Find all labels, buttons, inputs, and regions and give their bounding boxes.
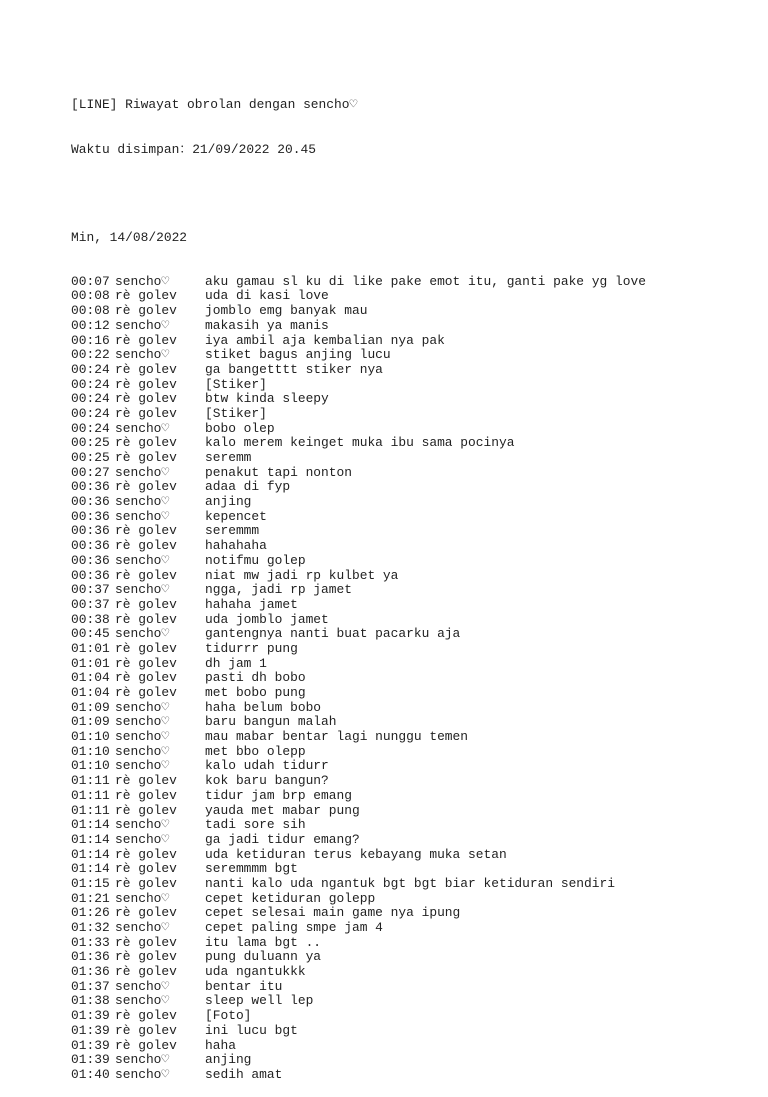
message-text: met bbo olepp: [205, 743, 306, 759]
message-time: 00:12: [71, 317, 110, 333]
message-sender: sencho♡: [115, 347, 170, 363]
message-row: [71, 378, 761, 393]
message-time: 01:37: [71, 978, 110, 994]
message-text: pasti dh bobo: [205, 670, 306, 686]
message-text: tidurrr pung: [205, 640, 298, 656]
message-time: 01:11: [71, 773, 110, 789]
message-text: [Foto]: [205, 1008, 252, 1024]
message-row: [71, 789, 761, 804]
message-sender: rè golev: [115, 1008, 177, 1024]
message-time: 01:10: [71, 743, 110, 759]
message-text: hahaha jamet: [205, 596, 298, 612]
chat-transcript: [71, 69, 761, 1097]
saved-time: Waktu disimpan：21/09/2022 20.45: [71, 141, 316, 157]
message-text: [Stiker]: [205, 376, 267, 392]
message-row: [71, 451, 761, 466]
blank-line: [71, 187, 761, 202]
message-sender: rè golev: [115, 450, 177, 466]
message-time: 01:36: [71, 949, 110, 965]
message-sender: sencho♡: [115, 552, 170, 568]
message-time: 00:22: [71, 347, 110, 363]
message-text: ngga, jadi rp jamet: [205, 582, 352, 598]
message-time: 01:40: [71, 1066, 110, 1082]
message-sender: rè golev: [115, 1022, 177, 1038]
message-sender: sencho♡: [115, 890, 170, 906]
message-text: cepet selesai main game nya ipung: [205, 905, 461, 921]
message-row: [71, 671, 761, 686]
message-row: [71, 363, 761, 378]
message-text: btw kinda sleepy: [205, 391, 329, 407]
message-sender: sencho♡: [115, 1052, 170, 1068]
message-sender: sencho♡: [115, 494, 170, 510]
message-sender: rè golev: [115, 802, 177, 818]
message-sender: sencho♡: [115, 920, 170, 936]
message-text: [Stiker]: [205, 405, 267, 421]
message-sender: rè golev: [115, 846, 177, 862]
message-row: [71, 848, 761, 863]
message-text: adaa di fyp: [205, 479, 291, 495]
message-row: [71, 289, 761, 304]
message-sender: rè golev: [115, 435, 177, 451]
message-list: [71, 275, 761, 1083]
message-sender: sencho♡: [115, 626, 170, 642]
message-row: [71, 1039, 761, 1054]
message-text: yauda met mabar pung: [205, 802, 360, 818]
message-row: [71, 466, 761, 481]
message-text: jomblo emg banyak mau: [205, 303, 368, 319]
message-time: 01:09: [71, 699, 110, 715]
message-row: [71, 877, 761, 892]
message-text: notifmu golep: [205, 552, 306, 568]
message-sender: rè golev: [115, 861, 177, 877]
message-row: [71, 524, 761, 539]
message-sender: sencho♡: [115, 978, 170, 994]
message-sender: rè golev: [115, 332, 177, 348]
message-sender: rè golev: [115, 303, 177, 319]
message-time: 00:36: [71, 523, 110, 539]
message-time: 00:08: [71, 303, 110, 319]
message-text: sedih amat: [205, 1066, 283, 1082]
message-row: [71, 759, 761, 774]
message-sender: rè golev: [115, 949, 177, 965]
message-sender: rè golev: [115, 567, 177, 583]
message-row: [71, 407, 761, 422]
message-row: [71, 319, 761, 334]
message-row: [71, 745, 761, 760]
message-sender: rè golev: [115, 288, 177, 304]
message-row: [71, 495, 761, 510]
message-time: 01:10: [71, 729, 110, 745]
message-text: penakut tapi nonton: [205, 464, 352, 480]
message-row: [71, 598, 761, 613]
message-row: [71, 583, 761, 598]
message-text: sleep well lep: [205, 993, 314, 1009]
message-text: tidur jam brp emang: [205, 787, 352, 803]
message-text: bentar itu: [205, 978, 283, 994]
message-row: [71, 906, 761, 921]
message-text: hahahaha: [205, 538, 267, 554]
message-text: makasih ya manis: [205, 317, 329, 333]
message-sender: rè golev: [115, 596, 177, 612]
message-sender: rè golev: [115, 538, 177, 554]
message-time: 01:14: [71, 846, 110, 862]
message-sender: sencho♡: [115, 743, 170, 759]
message-time: 01:11: [71, 802, 110, 818]
message-sender: sencho♡: [115, 420, 170, 436]
message-text: uda ngantukkk: [205, 964, 306, 980]
message-text: gantengnya nanti buat pacarku aja: [205, 626, 461, 642]
message-sender: rè golev: [115, 905, 177, 921]
message-row: [71, 392, 761, 407]
message-row: [71, 539, 761, 554]
message-time: 00:24: [71, 420, 110, 436]
message-row: [71, 1024, 761, 1039]
message-row: [71, 950, 761, 965]
message-time: 00:16: [71, 332, 110, 348]
message-time: 00:07: [71, 273, 110, 289]
message-text: kok baru bangun?: [205, 773, 329, 789]
message-text: mau mabar bentar lagi nunggu temen: [205, 729, 469, 745]
message-sender: sencho♡: [115, 317, 170, 333]
message-sender: rè golev: [115, 1037, 177, 1053]
message-text: pung duluann ya: [205, 949, 322, 965]
message-sender: rè golev: [115, 655, 177, 671]
message-sender: rè golev: [115, 376, 177, 392]
message-sender: rè golev: [115, 670, 177, 686]
message-time: 00:24: [71, 361, 110, 377]
message-row: [71, 1053, 761, 1068]
message-text: haha belum bobo: [205, 699, 322, 715]
message-row: [71, 804, 761, 819]
message-text: anjing: [205, 494, 252, 510]
message-time: 01:21: [71, 890, 110, 906]
message-row: [71, 627, 761, 642]
message-time: 00:08: [71, 288, 110, 304]
message-text: kepencet: [205, 508, 267, 524]
message-row: [71, 892, 761, 907]
message-row: [71, 304, 761, 319]
message-time: 01:26: [71, 905, 110, 921]
message-time: 00:25: [71, 435, 110, 451]
message-row: [71, 965, 761, 980]
message-sender: sencho♡: [115, 993, 170, 1009]
message-sender: rè golev: [115, 787, 177, 803]
message-row: [71, 936, 761, 951]
message-sender: rè golev: [115, 611, 177, 627]
message-text: haha: [205, 1037, 236, 1053]
message-row: [71, 510, 761, 525]
message-time: 01:39: [71, 1037, 110, 1053]
message-text: bobo olep: [205, 420, 275, 436]
message-text: itu lama bgt ..: [205, 934, 322, 950]
message-text: stiket bagus anjing lucu: [205, 347, 391, 363]
message-sender: sencho♡: [115, 464, 170, 480]
message-sender: sencho♡: [115, 508, 170, 524]
message-sender: rè golev: [115, 405, 177, 421]
message-text: tadi sore sih: [205, 817, 306, 833]
message-text: aku gamau sl ku di like pake emot itu, ganti pake yg love: [205, 273, 646, 289]
message-text: nanti kalo uda ngantuk bgt bgt biar ketiduran sendiri: [205, 875, 615, 891]
message-row: [71, 980, 761, 995]
message-time: 00:36: [71, 479, 110, 495]
message-row: [71, 554, 761, 569]
message-time: 01:39: [71, 1008, 110, 1024]
message-text: met bobo pung: [205, 685, 306, 701]
message-time: 00:38: [71, 611, 110, 627]
chat-title: [LINE] Riwayat obrolan dengan sencho♡: [71, 97, 358, 113]
message-time: 01:14: [71, 831, 110, 847]
message-text: iya ambil aja kembalian nya pak: [205, 332, 445, 348]
message-sender: sencho♡: [115, 831, 170, 847]
message-text: kalo udah tidurr: [205, 758, 329, 774]
message-row: [71, 480, 761, 495]
message-text: ga bangetttt stiker nya: [205, 361, 383, 377]
message-text: uda di kasi love: [205, 288, 329, 304]
message-sender: rè golev: [115, 875, 177, 891]
message-time: 00:36: [71, 552, 110, 568]
message-time: 01:39: [71, 1022, 110, 1038]
message-sender: sencho♡: [115, 582, 170, 598]
message-text: serem​mmm bgt: [205, 861, 298, 877]
message-sender: rè golev: [115, 479, 177, 495]
message-sender: rè golev: [115, 391, 177, 407]
message-sender: sencho♡: [115, 758, 170, 774]
message-time: 01:32: [71, 920, 110, 936]
message-text: baru bangun malah: [205, 714, 337, 730]
message-row: [71, 348, 761, 363]
message-row: [71, 642, 761, 657]
message-row: [71, 833, 761, 848]
message-text: cepet paling smpe jam 4: [205, 920, 383, 936]
message-sender: rè golev: [115, 640, 177, 656]
message-text: niat mw jadi rp kulbet ya: [205, 567, 399, 583]
message-row: [71, 730, 761, 745]
message-time: 00:36: [71, 508, 110, 524]
message-row: [71, 862, 761, 877]
message-text: cepet ketiduran golepp: [205, 890, 376, 906]
message-sender: rè golev: [115, 361, 177, 377]
message-sender: rè golev: [115, 523, 177, 539]
message-row: [71, 436, 761, 451]
message-row: [71, 657, 761, 672]
message-time: 01:39: [71, 1052, 110, 1068]
message-time: 00:37: [71, 582, 110, 598]
message-time: 00:36: [71, 538, 110, 554]
message-time: 00:27: [71, 464, 110, 480]
message-time: 01:38: [71, 993, 110, 1009]
message-time: 01:14: [71, 817, 110, 833]
message-sender: rè golev: [115, 685, 177, 701]
message-time: 00:36: [71, 494, 110, 510]
message-sender: sencho♡: [115, 699, 170, 715]
message-row: [71, 334, 761, 349]
message-time: 00:24: [71, 376, 110, 392]
message-sender: sencho♡: [115, 729, 170, 745]
message-time: 01:36: [71, 964, 110, 980]
message-time: 01:04: [71, 685, 110, 701]
message-text: dh jam 1: [205, 655, 267, 671]
message-row: [71, 1009, 761, 1024]
message-time: 01:14: [71, 861, 110, 877]
message-sender: rè golev: [115, 964, 177, 980]
message-text: uda ketiduran terus kebayang muka setan: [205, 846, 507, 862]
message-row: [71, 613, 761, 628]
message-sender: sencho♡: [115, 714, 170, 730]
message-time: 00:37: [71, 596, 110, 612]
message-row: [71, 422, 761, 437]
message-text: ga jadi tidur emang?: [205, 831, 360, 847]
message-time: 00:24: [71, 405, 110, 421]
message-sender: rè golev: [115, 934, 177, 950]
message-row: [71, 818, 761, 833]
message-text: kalo merem keinget muka ibu sama pocinya: [205, 435, 515, 451]
message-sender: sencho♡: [115, 817, 170, 833]
message-text: seremm: [205, 450, 252, 466]
message-time: 01:11: [71, 787, 110, 803]
message-text: seremmm: [205, 523, 260, 539]
message-time: 00:24: [71, 391, 110, 407]
message-time: 00:45: [71, 626, 110, 642]
message-time: 01:09: [71, 714, 110, 730]
message-time: 00:36: [71, 567, 110, 583]
message-row: [71, 715, 761, 730]
message-row: [71, 701, 761, 716]
message-text: uda jomblo jamet: [205, 611, 329, 627]
message-row: [71, 994, 761, 1009]
message-row: [71, 686, 761, 701]
message-text: ini lucu bgt: [205, 1022, 298, 1038]
message-sender: sencho♡: [115, 1066, 170, 1082]
message-time: 00:25: [71, 450, 110, 466]
message-time: 01:10: [71, 758, 110, 774]
message-sender: sencho♡: [115, 273, 170, 289]
message-row: [71, 921, 761, 936]
message-time: 01:04: [71, 670, 110, 686]
message-time: 01:33: [71, 934, 110, 950]
message-row: [71, 1068, 761, 1083]
date-label: Min, 14/08/2022: [71, 229, 188, 245]
message-time: 01:15: [71, 875, 110, 891]
message-text: anjing: [205, 1052, 252, 1068]
message-row: [71, 774, 761, 789]
message-time: 01:01: [71, 655, 110, 671]
message-time: 01:01: [71, 640, 110, 656]
message-row: [71, 275, 761, 290]
message-sender: rè golev: [115, 773, 177, 789]
message-row: [71, 569, 761, 584]
